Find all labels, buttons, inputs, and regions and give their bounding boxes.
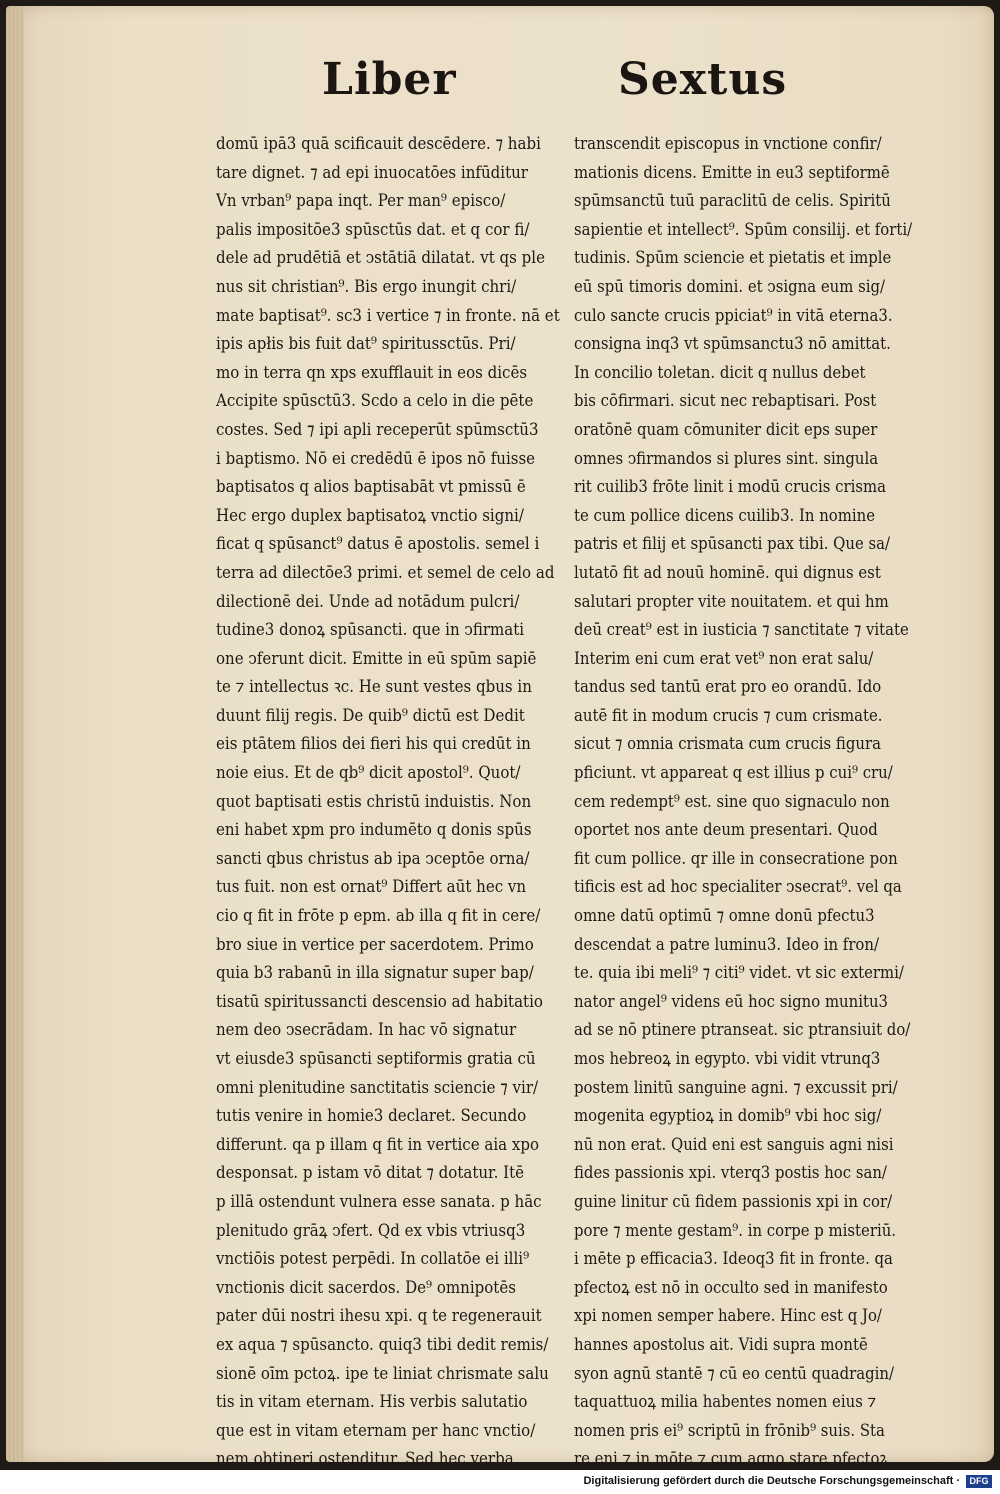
text-line: syon agnū stantē ⁊ cū eo centū quadragin/ xyxy=(574,1363,894,1384)
text-line: ficat q spūsanct⁹ datus ē apostolis. semel i xyxy=(216,534,540,555)
text-line: sancti qbus christus ab ipa ↄceptōe orna/ xyxy=(216,848,530,869)
text-column-left xyxy=(216,130,560,1474)
text-line: noie eius. Et de qb⁹ dicit apostol⁹. Quot/ xyxy=(216,763,521,784)
text-line: omne datū optimū ⁊ omne donū pfectu3 xyxy=(574,906,875,927)
text-line: Accipite spūsctū3. Scdo a celo in die pēte xyxy=(216,391,534,412)
text-line: omni plenitudine sanctitatis sciencie ⁊ vir/ xyxy=(216,1077,539,1098)
text-line: pater dūi nostri ihesu xpi. q te regenerauit xyxy=(216,1306,542,1327)
text-line: sapientie et intellect⁹. Spūm consilij. et forti/ xyxy=(574,219,912,240)
text-column-right xyxy=(574,130,912,1474)
footer-bar xyxy=(0,1470,1000,1494)
page-stack-edge xyxy=(6,6,24,1462)
running-head-left: Liber xyxy=(322,54,457,105)
text-line: differunt. qa p illam q fit in vertice aia xpo xyxy=(216,1134,540,1155)
text-line: ipis apłis bis fuit dat⁹ spiritussctūs. Pri/ xyxy=(216,334,516,355)
text-line: deū creat⁹ est in iusticia ⁊ sanctitate ⁊ vitate xyxy=(574,620,909,641)
text-line: hannes apostolus ait. Vidi supra montē xyxy=(574,1334,868,1355)
text-line: re eni ⁊ in mōte ⁊ cum agno stare pfectoꝝ xyxy=(574,1449,889,1470)
text-line: Interim eni cum erat vet⁹ non erat salu/ xyxy=(574,648,874,669)
text-line: bis cōfirmari. sicut nec rebaptisari. Post xyxy=(574,391,877,412)
text-line: i mēte p efficacia3. Ideoq3 fit in fronte. qa xyxy=(574,1249,893,1270)
text-line: nem obtineri ostenditur. Sed hec verba xyxy=(216,1449,514,1470)
text-line: omnes ↄfirmandos si plures sint. singula xyxy=(574,448,879,469)
text-line: descendat a patre luminu3. Ideo in fron/ xyxy=(574,934,879,955)
text-line: nū non erat. Quid eni est sanguis agni nisi xyxy=(574,1134,894,1155)
text-line: mogenita egyptioꝝ in domib⁹ vbi hoc sig/ xyxy=(574,1106,882,1127)
text-line: terra ad dilectōe3 primi. et semel de celo ad xyxy=(216,562,555,583)
text-line: Hec ergo duplex baptisatoꝝ vnctio signi/ xyxy=(216,505,524,526)
text-line: patris et filij et spūsancti pax tibi. Que sa/ xyxy=(574,534,891,555)
text-line: pore ⁊ mente gestam⁹. in corpe p misteriū. xyxy=(574,1220,897,1241)
text-line: mate baptisat⁹. sc3 i vertice ⁊ in fronte. nā et xyxy=(216,305,560,326)
text-line: tandus sed tantū erat pro eo orandū. Ido xyxy=(574,677,882,698)
text-line: culo sancte crucis ppiciat⁹ in vitā eterna3. xyxy=(574,305,893,326)
text-line: eū spū timoris domini. et ↄsigna eum sig/ xyxy=(574,276,886,297)
text-line: baptisatos q alios baptisabāt vt pmissū ē xyxy=(216,477,526,498)
text-line: desponsat. p istam vō ditat ⁊ dotatur. Itē xyxy=(216,1163,525,1184)
running-head-right: Sextus xyxy=(618,54,788,105)
text-line: mationis dicens. Emitte in eu3 septiformē xyxy=(574,162,890,183)
text-line: nomen pris ei⁹ scriptū in frōnib⁹ suis. Sta xyxy=(574,1420,885,1441)
dfg-logo-icon: DFG xyxy=(966,1475,992,1488)
text-line: oportet nos ante deum presentari. Quod xyxy=(574,820,878,841)
text-line: dilectionē dei. Unde ad notādum pulcri/ xyxy=(216,591,520,612)
text-line: eis ptātem filios dei fieri his qui credūt in xyxy=(216,734,531,755)
text-line: mos hebreoꝝ in egypto. vbi vidit vtrunq3 xyxy=(574,1049,881,1069)
text-line: rit cuilib3 frōte linit i modū crucis crisma xyxy=(574,477,887,498)
text-line: autē fit in modum crucis ⁊ cum crismate. xyxy=(574,705,883,726)
text-line: p illā ostendunt vulnera esse sanata. p hāc xyxy=(216,1191,542,1212)
text-line: que est in vitam eternam per hanc vnctio/ xyxy=(216,1420,536,1441)
text-line: spūmsanctū tuū paraclitū de celis. Spiritū xyxy=(574,191,891,212)
text-line: ad se nō ptinere ptranseat. sic ptransiuit do/ xyxy=(574,1020,911,1041)
text-line: nem deo ↄsecrādam. In hac vō signatur xyxy=(216,1020,517,1041)
text-line: nator angel⁹ videns eū hoc signo munitu3 xyxy=(574,991,889,1012)
text-line: consigna inq3 vt spūmsanctu3 nō amittat. xyxy=(574,334,891,355)
text-line: sionē oīm pctoꝝ. ipe te liniat chrismate salu xyxy=(216,1363,549,1384)
text-line: mo in terra qn xps exufflauit in eos dicēs xyxy=(216,362,528,383)
text-line: salutari propter vite nouitatem. et qui hm xyxy=(574,591,889,612)
text-line: eni habet xpm pro indumēto q donis spūs xyxy=(216,820,532,841)
text-line: palis impositōe3 spūsctūs dat. et q cor fi/ xyxy=(216,219,530,240)
text-line: xpi nomen semper habere. Hinc est q Jo/ xyxy=(574,1306,882,1327)
text-line: domū ipā3 quā scificauit descēdere. ⁊ habi xyxy=(216,134,541,154)
text-line: tisatū spiritussancti descensio ad habitatio xyxy=(216,991,543,1012)
text-line: fit cum pollice. qr ille in consecratione pon xyxy=(574,848,898,869)
funding-credit: Digitalisierung gefördert durch die Deutsche Forschungsgemeinschaft · xyxy=(583,1475,960,1487)
text-line: vt eiusde3 spūsancti septiformis gratia cū xyxy=(216,1049,536,1069)
text-line: costes. Sed ⁊ ipi apli receperūt spūmsctū3 xyxy=(216,419,539,440)
text-line: te cum pollice dicens cuilib3. In nomine xyxy=(574,505,876,526)
text-line: vnctionis dicit sacerdos. De⁹ omnipotēs xyxy=(216,1277,516,1298)
text-line: quia b3 rabanū in illa signatur super bap/ xyxy=(216,963,534,984)
text-line: plenitudo grāꝝ ↄfert. Qd ex vbis vtriusq3 xyxy=(216,1220,526,1241)
text-line: transcendit episcopus in vnctione confir/ xyxy=(574,134,882,154)
text-line: nus sit christian⁹. Bis ergo inungit chri/ xyxy=(216,276,517,297)
text-line: tis in vitam eternam. His verbis salutatio xyxy=(216,1392,528,1413)
text-line: In concilio toletan. dicit q nullus debet xyxy=(574,362,866,383)
text-line: ex aqua ⁊ spūsancto. quiq3 tibi dedit remis/ xyxy=(216,1334,549,1355)
text-line: fides passionis xpi. vterq3 postis hoc san/ xyxy=(574,1163,887,1184)
text-line: taquattuoꝝ milia habentes nomen eius ⁊ xyxy=(574,1392,877,1413)
text-line: i baptismo. Nō ei credēdū ē ipos nō fuisse xyxy=(216,448,536,469)
text-line: tificis est ad hoc specialiter ↄsecrat⁹. vel qa xyxy=(574,877,902,898)
text-line: tudine3 donoꝝ spūsancti. que in ↄfirmati xyxy=(216,620,525,641)
text-line: tutis venire in homie3 declaret. Secundo xyxy=(216,1106,527,1127)
text-line: quot baptisati estis christū induistis. Non xyxy=(216,791,532,812)
text-line: sicut ⁊ omnia crismata cum crucis figura xyxy=(574,734,881,755)
text-line: one ↄferunt dicit. Emitte in eū spūm sapiē xyxy=(216,648,537,669)
text-line: bro siue in vertice per sacerdotem. Primo xyxy=(216,934,534,955)
text-line: te ⁊ intellectus ꝛc. He sunt vestes qbus in xyxy=(216,677,532,698)
text-line: vnctiōis potest perpēdi. In collatōe ei illi⁹ xyxy=(216,1249,530,1270)
text-line: Vn vrban⁹ papa inqt. Per man⁹ episco/ xyxy=(216,191,506,212)
text-line: lutatō fit ad nouū hominē. qui dignus est xyxy=(574,562,881,583)
text-line: duunt filij regis. De quib⁹ dictū est Dedit xyxy=(216,705,525,726)
text-line: oratōnē quam cōmuniter dicit eps super xyxy=(574,419,878,440)
text-line: tare dignet. ⁊ ad epi inuocatōes infūditur xyxy=(216,162,528,183)
text-line: dele ad prudētiā et ↄstātiā dilatat. vt qs ple xyxy=(216,248,545,269)
text-line: tudinis. Spūm sciencie et pietatis et imple xyxy=(574,248,892,269)
text-line: cio q fit in frōte p epm. ab illa q fit in cere/ xyxy=(216,906,541,927)
text-line: pfectoꝝ est nō in occulto sed in manifesto xyxy=(574,1277,888,1298)
text-line: te. quia ibi meli⁹ ⁊ citi⁹ videt. vt sic extermi/ xyxy=(574,963,904,984)
text-line: postem linitū sanguine agni. ⁊ excussit pri/ xyxy=(574,1077,898,1098)
text-line: guine linitur cū fidem passionis xpi in cor/ xyxy=(574,1191,893,1212)
text-line: tus fuit. non est ornat⁹ Differt aūt hec vn xyxy=(216,877,527,898)
text-line: pficiunt. vt appareat q est illius p cui⁹ cru/ xyxy=(574,763,893,784)
text-line: cem redempt⁹ est. sine quo signaculo non xyxy=(574,791,890,812)
